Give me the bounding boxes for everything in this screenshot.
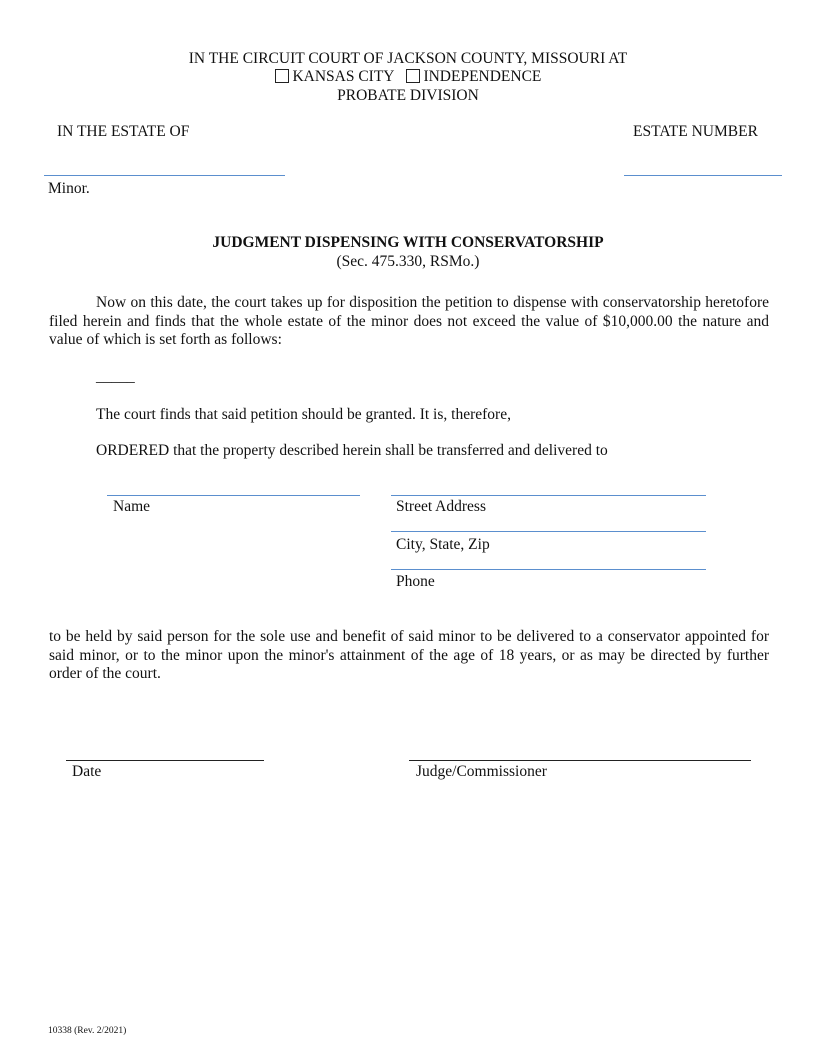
- estate-name-field[interactable]: [44, 175, 285, 176]
- independence-checkbox[interactable]: [406, 69, 420, 83]
- location-options: [0, 68, 816, 86]
- city-state-zip-field[interactable]: [391, 531, 706, 532]
- name-label: Name: [113, 498, 151, 515]
- independence-label: INDEPENDENCE: [423, 68, 542, 85]
- recipient-name-field[interactable]: [107, 495, 360, 496]
- form-number: 10338 (Rev. 2/2021): [48, 1026, 127, 1036]
- estate-description-field[interactable]: _____: [96, 368, 135, 385]
- date-label: Date: [72, 763, 102, 780]
- minor-label: Minor.: [48, 180, 90, 197]
- phone-field[interactable]: [391, 569, 706, 570]
- findings-paragraph: Now on this date, the court takes up for disposition the petition to dispense with conservatorship heretofore filed herein and finds that the whole estate of the minor does not exceed the value of $10,000.00 the nature and value of which is set forth as follows:: [49, 294, 769, 348]
- estate-of-label: IN THE ESTATE OF: [57, 123, 190, 140]
- statute-reference: (Sec. 475.330, RSMo.): [336, 253, 480, 270]
- street-address-label: Street Address: [396, 498, 486, 515]
- disposition-paragraph: to be held by said person for the sole use and benefit of said minor to be delivered to a conservator appointed for said minor, or to the minor upon the minor's attainment of the age of 18 years, or as may be directed by further order of the court.: [49, 628, 769, 682]
- estate-number-field[interactable]: [624, 175, 782, 176]
- date-line[interactable]: [66, 760, 264, 761]
- judge-label: Judge/Commissioner: [416, 763, 547, 780]
- division-heading: PROBATE DIVISION: [337, 87, 479, 104]
- finding-statement: The court finds that said petition should be granted. It is, therefore,: [96, 406, 511, 423]
- order-statement: ORDERED that the property described herein shall be transferred and delivered to: [96, 442, 608, 459]
- court-heading: IN THE CIRCUIT COURT OF JACKSON COUNTY, MISSOURI AT: [188, 50, 628, 67]
- document-title: JUDGMENT DISPENSING WITH CONSERVATORSHIP: [212, 234, 604, 251]
- kansas-city-checkbox[interactable]: [275, 69, 289, 83]
- estate-number-label: ESTATE NUMBER: [633, 123, 758, 140]
- street-address-field[interactable]: [391, 495, 706, 496]
- kansas-city-label: KANSAS CITY: [292, 68, 394, 85]
- phone-label: Phone: [396, 573, 435, 590]
- judge-signature-line[interactable]: [409, 760, 751, 761]
- city-state-zip-label: City, State, Zip: [396, 536, 490, 553]
